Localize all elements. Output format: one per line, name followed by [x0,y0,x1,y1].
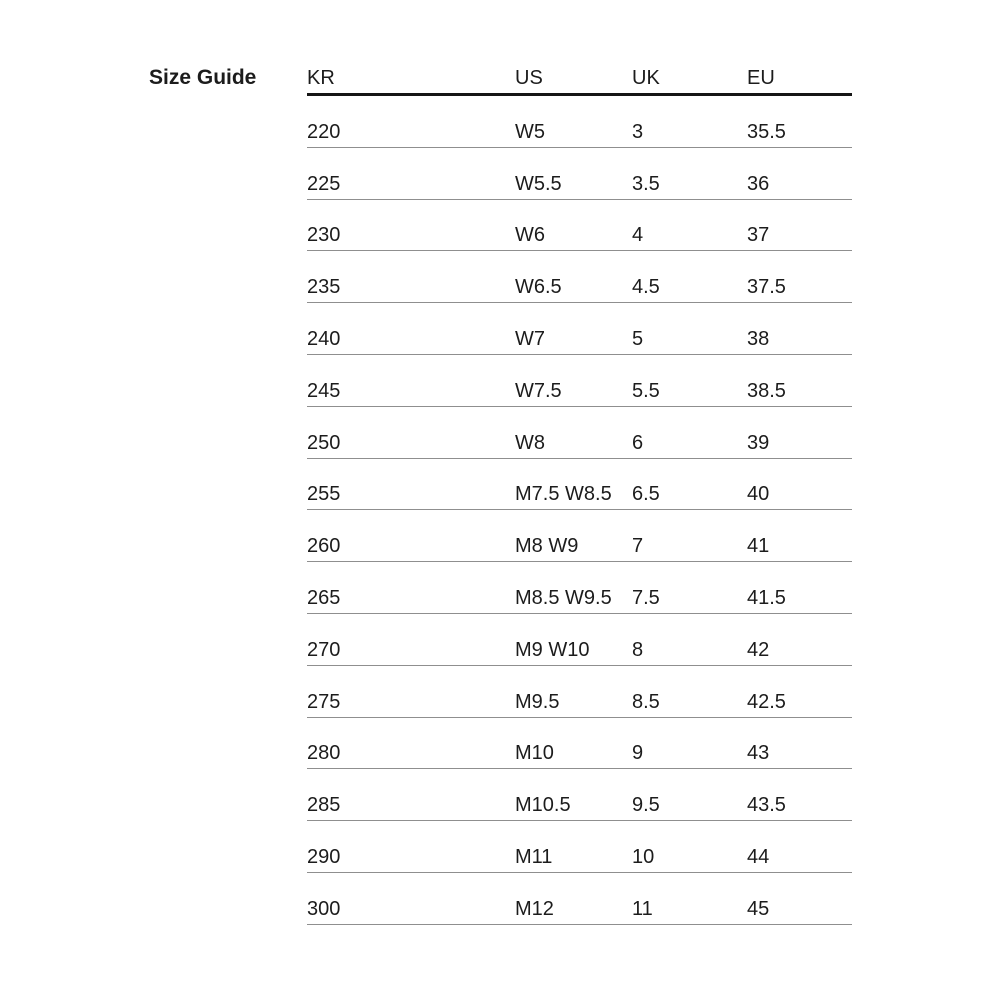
cell-kr: 255 [307,483,341,506]
cell-uk: 6.5 [632,483,660,506]
cell-eu: 35.5 [747,120,786,143]
cell-kr: 240 [307,327,341,350]
cell-uk: 5 [632,327,644,350]
cell-us: W6 [515,224,545,247]
table-body [307,96,852,925]
cell-kr: 225 [307,172,341,195]
cell-us: M10.5 [515,794,571,817]
cell-uk: 8 [632,638,644,661]
table-row [307,148,852,200]
cell-eu: 43 [747,742,770,765]
cell-kr: 245 [307,379,341,402]
cell-eu: 41 [747,535,770,558]
cell-us: M9 W10 [515,638,590,661]
table-row [307,873,852,925]
table-row [307,459,852,511]
cell-uk: 5.5 [632,379,660,402]
table-row [307,251,852,303]
cell-us: W5 [515,120,545,143]
cell-kr: 260 [307,535,341,558]
cell-kr: 275 [307,690,341,713]
cell-uk: 3 [632,120,644,143]
column-header-uk: UK [632,67,660,89]
cell-eu: 43.5 [747,794,786,817]
table-row [307,96,852,148]
table-row [307,303,852,355]
cell-kr: 290 [307,845,341,868]
cell-kr: 300 [307,897,341,920]
cell-eu: 41.5 [747,586,786,609]
cell-eu: 42 [747,638,770,661]
cell-uk: 3.5 [632,172,660,195]
table-row [307,614,852,666]
table-row [307,666,852,718]
cell-eu: 38.5 [747,379,786,402]
cell-us: W8 [515,431,545,454]
cell-kr: 265 [307,586,341,609]
cell-us: M11 [515,845,553,868]
table-row [307,355,852,407]
cell-us: M7.5 W8.5 [515,483,612,506]
cell-eu: 38 [747,327,770,350]
cell-uk: 4 [632,224,644,247]
column-header-eu: EU [747,67,775,89]
cell-kr: 285 [307,794,341,817]
cell-us: M12 [515,897,554,920]
table-row [307,718,852,770]
table-row [307,407,852,459]
cell-kr: 250 [307,431,341,454]
table-row [307,821,852,873]
cell-us: W5.5 [515,172,562,195]
cell-kr: 220 [307,120,341,143]
page-title: Size Guide [149,66,257,89]
cell-eu: 37.5 [747,276,786,299]
cell-kr: 230 [307,224,341,247]
cell-us: M10 [515,742,554,765]
cell-kr: 280 [307,742,341,765]
cell-uk: 6 [632,431,644,454]
cell-us: M9.5 [515,690,560,713]
table-row [307,562,852,614]
table-header-row [307,60,852,96]
size-table [307,60,852,925]
cell-uk: 11 [632,897,653,920]
cell-uk: 9.5 [632,794,660,817]
cell-uk: 7 [632,535,644,558]
cell-us: W7.5 [515,379,562,402]
cell-uk: 8.5 [632,690,660,713]
cell-us: M8 W9 [515,535,579,558]
cell-uk: 4.5 [632,276,660,299]
cell-kr: 235 [307,276,341,299]
table-row [307,510,852,562]
column-header-us: US [515,67,543,89]
cell-us: W7 [515,327,545,350]
cell-uk: 7.5 [632,586,660,609]
cell-eu: 44 [747,845,770,868]
table-row [307,769,852,821]
cell-eu: 42.5 [747,690,786,713]
cell-uk: 10 [632,845,655,868]
cell-us: W6.5 [515,276,562,299]
column-header-kr: KR [307,67,335,89]
cell-us: M8.5 W9.5 [515,586,612,609]
cell-kr: 270 [307,638,341,661]
cell-eu: 39 [747,431,770,454]
cell-eu: 45 [747,897,770,920]
cell-eu: 40 [747,483,770,506]
cell-eu: 37 [747,224,770,247]
table-row [307,200,852,252]
cell-eu: 36 [747,172,770,195]
cell-uk: 9 [632,742,644,765]
